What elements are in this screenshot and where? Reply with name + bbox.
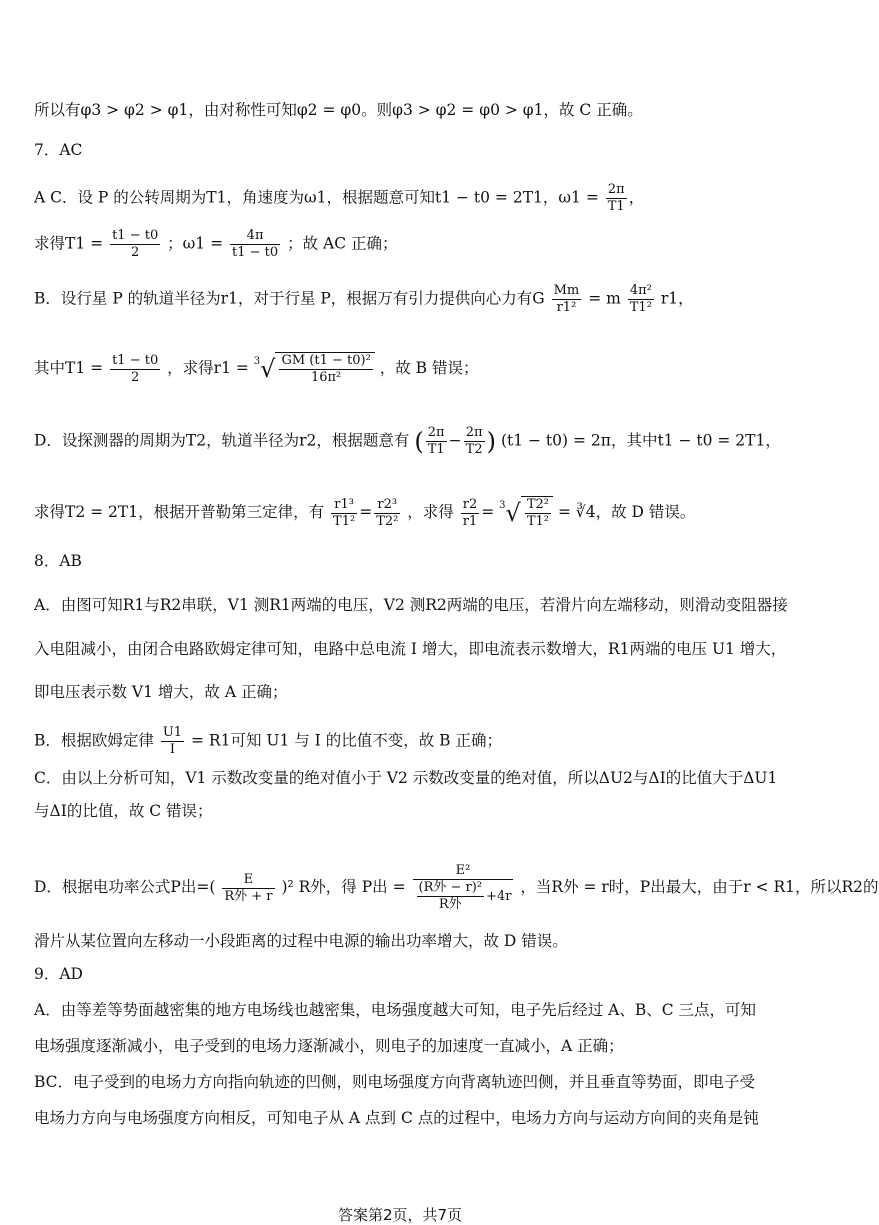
- text-line: C．由以上分析可知，V1 示数改变量的绝对值小于 V2 示数改变量的绝对值，所以ΔU2与ΔI的比值大于ΔU1: [34, 769, 778, 787]
- fraction: $\frac{\text{r1³}}{\text{T1²}}$: [333, 496, 356, 529]
- text-line: 求得T1 = $\frac{t1 - t0}{2}$ ；ω1 = $\frac{4\pi}{t1 - t0}$ ；故 AC 正确；: [34, 228, 398, 260]
- text-line: 电场力方向与电场强度方向相反，可知电子从 A 点到 C 点的过程中，电场力方向与运动方向间的夹角是钝: [34, 1109, 759, 1127]
- text-line: A．由等差等势面越密集的地方电场线也越密集，电场强度越大可知，电子先后经过 A、B、C 三点，可知: [34, 1001, 756, 1019]
- fraction: $\frac{Mm}{\text{r1²}}$: [553, 283, 580, 315]
- text-line: 求得T2 = 2T1，根据开普勒第三定律，有 $\frac{\text{r1³}}{\text{T1²}}$ = $\frac{\text{r2³}}{\text{T2²}}$ ，求得 $\frac{r2}{r1}$ = $^3$√ $\frac{\text{T2²}}{\text{T1²}}$ = ∛4，故 D 错误。: [34, 496, 696, 529]
- fraction: $\frac{2\pi}{T2}$: [465, 425, 483, 457]
- fraction: $\frac{2\pi}{T1}$: [427, 425, 445, 457]
- answer-8: 8．AB: [34, 552, 82, 570]
- text-line: B．设行星 P 的轨道半径为r1，对于行星 P，根据万有引力提供向心力有G $\frac{Mm}{\text{r1²}}$ = m $\frac{\text{4π²}}{\text{T1²}}$ r1，: [34, 283, 694, 315]
- fraction: $\frac{4\pi}{t1 - t0}$: [232, 228, 279, 260]
- fraction: $\frac{2\pi}{T1}$: [607, 182, 625, 214]
- text-line: A．由图可知R1与R2串联，V1 测R1两端的电压，V2 测R2两端的电压，若滑片向左端移动，则滑动变阻器接: [34, 596, 788, 614]
- text-line: D．根据电功率公式P出=( $\frac{E}{\text{R外 + r}}$ )² R外，得 P出 = E² $\frac{\text{(R外 − r)²}}{\text{R外}}$ +4r ，当R外 = r时，P出最大，由于r < R1，所以R2的: [34, 863, 879, 912]
- fraction: $\frac{U1}{I}$: [162, 725, 183, 757]
- text-line: 与ΔI的比值，故 C 错误；: [34, 802, 213, 820]
- fraction: $\frac{t1 - t0}{2}$: [112, 228, 159, 260]
- answer-7: 7．AC: [34, 141, 83, 159]
- fraction: $\frac{\text{T2²}}{\text{T1²}}$: [526, 497, 549, 529]
- fraction: $\frac{\text{4π²}}{\text{T1²}}$: [629, 283, 652, 315]
- fraction: $\frac{E}{\text{R外 + r}}$: [224, 871, 273, 904]
- fraction: $\frac{t1 - t0}{2}$: [112, 352, 159, 385]
- page-footer: 答案第2页，共7页: [337, 1206, 463, 1224]
- text-line: A C．设 P 的公转周期为T1，角速度为ω1，根据题意可知t1 − t0 = 2T1，ω1 = $\frac{2\pi}{T1}$ ，: [34, 182, 645, 214]
- text-line: B．根据欧姆定律 $\frac{U1}{I}$ = R1可知 U1 与 I 的比值不变，故 B 正确；: [34, 725, 502, 757]
- fraction: $\frac{\text{GM (t1 − t0)²}}{\text{16π²}}$: [281, 353, 371, 385]
- text-line: 其中T1 = $\frac{t1 - t0}{2}$ ，求得r1 = $^3$√ $\frac{\text{GM (t1 − t0)²}}{\text{16π²}}$ ，故 B 错误；: [34, 352, 479, 385]
- answer-9: 9．AD: [34, 965, 83, 983]
- text-line: 滑片从某位置向左移动一小段距离的过程中电源的输出功率增大，故 D 错误。: [34, 932, 568, 950]
- fraction: $\frac{r2}{r1}$: [462, 496, 478, 529]
- text-line: 即电压表示数 V1 增大，故 A 正确；: [34, 683, 288, 701]
- fraction: $\frac{\text{r2³}}{\text{T2²}}$: [376, 496, 399, 529]
- text-line: 入电阻减小，由闭合电路欧姆定律可知，电路中总电流 I 增大，即电流表示数增大，R1两端的电压 U1 增大，: [34, 640, 787, 658]
- text-line: D．设探测器的周期为T2，轨道半径为r2，根据题意有 ( $\frac{2\pi}{T1}$ − $\frac{2\pi}{T2}$ ) (t1 − t0) = 2π，其中t1 − t0 = 2T1，: [34, 425, 781, 457]
- text-line: 所以有φ3 > φ2 > φ1，由对称性可知φ2 = φ0。则φ3 > φ2 = φ0 > φ1，故 C 正确。: [34, 101, 643, 119]
- text-line: BC．电子受到的电场力方向指向轨迹的凹侧，则电场强度方向背离轨迹凹侧，并且垂直等势面，即电子受: [34, 1073, 756, 1091]
- text-line: 电场强度逐渐减小，电子受到的电场力逐渐减小，则电子的加速度一直减小，A 正确；: [34, 1037, 624, 1055]
- fraction: E² $\frac{\text{(R外 − r)²}}{\text{R外}}$ +4r: [413, 863, 514, 913]
